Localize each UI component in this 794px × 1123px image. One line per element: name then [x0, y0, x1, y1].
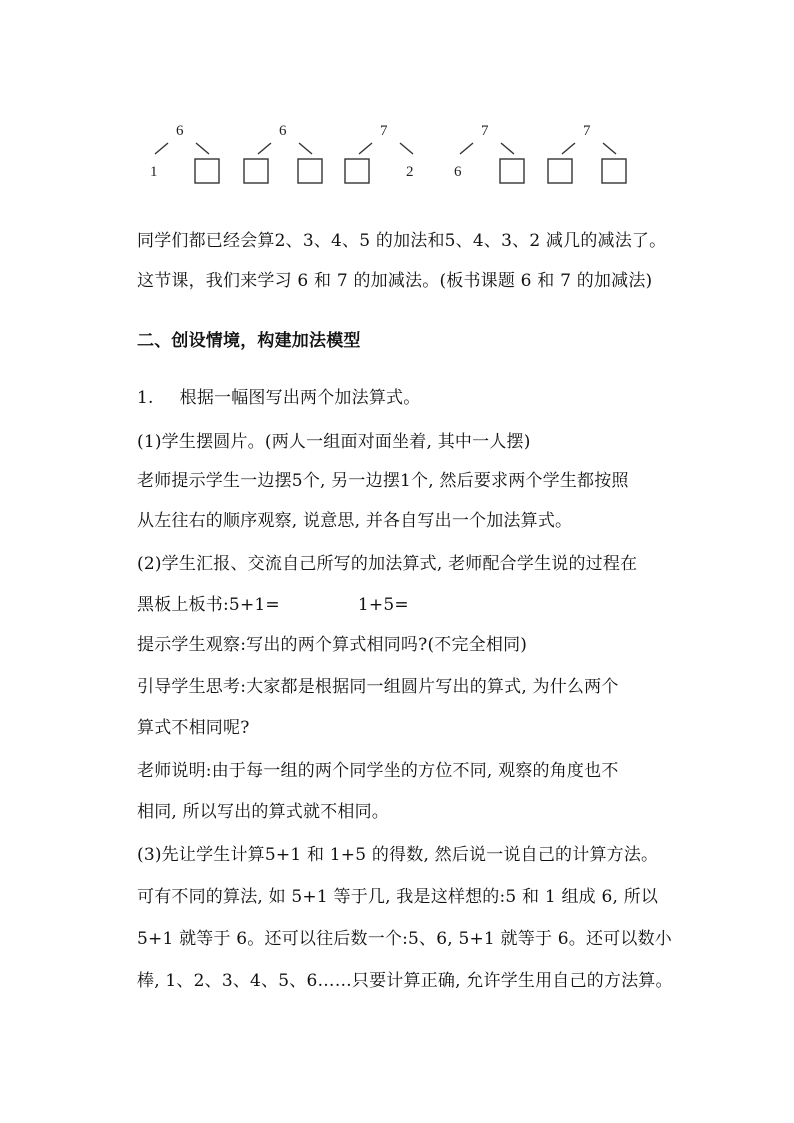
- step-3: (3)先让学生计算5+1 和 1+5 的得数, 然后说一说自己的计算方法。: [137, 845, 659, 865]
- paragraph-3-line-2: 算式不相同呢?: [137, 718, 250, 738]
- paragraph-1-line-1: 老师提示学生一边摆5个, 另一边摆1个, 然后要求两个学生都按照: [137, 471, 629, 491]
- bond-3-top: 7: [380, 123, 388, 139]
- board-equation-2: 1+5=: [357, 595, 409, 615]
- bond-4-top: 7: [481, 123, 489, 139]
- bond-group-1: [150, 123, 219, 183]
- board-equation-1: 黑板上板书:5+1=: [137, 595, 280, 615]
- paragraph-4-line-2: 相同, 所以写出的算式就不相同。: [137, 802, 390, 822]
- bond-1-right-line: [196, 143, 209, 154]
- intro-line-1: 同学们都已经会算2、3、4、5 的加法和5、4、3、2 减几的减法了。: [137, 231, 667, 251]
- bond-group-3: [345, 123, 414, 183]
- intro-line-2: 这节课，我们来学习 6 和 7 的加减法。(板书课题 6 和 7 的加减法): [137, 271, 653, 291]
- bond-1-right-box: [195, 159, 219, 183]
- bond-5-left-box: [548, 159, 572, 183]
- paragraph-2: 提示学生观察:写出的两个算式相同吗?(不完全相同): [137, 635, 528, 655]
- bond-4-right-line: [501, 143, 514, 154]
- bond-5-right-line: [603, 143, 616, 154]
- bond-1-left: 1: [150, 164, 158, 180]
- section-heading: 二、创设情境，构建加法模型: [137, 331, 361, 351]
- number-bond-svg: [130, 110, 650, 190]
- bond-2-right-box: [298, 159, 322, 183]
- item-1: [137, 383, 420, 408]
- bond-3-left-box: [345, 159, 369, 183]
- number-bond-diagram: [130, 110, 650, 194]
- bond-2-left-box: [244, 159, 268, 183]
- item-1-text: 根据一幅图写出两个加法算式。: [179, 388, 421, 408]
- bond-group-5: [548, 123, 626, 183]
- bond-4-left-line: [460, 143, 473, 154]
- paragraph-5-line-1: 可有不同的算法, 如 5+1 等于几, 我是这样想的:5 和 1 组成 6, 所以: [137, 887, 659, 907]
- bond-3-right-line: [400, 143, 413, 154]
- paragraph-5-line-3: 棒, 1、2、3、4、5、6……只要计算正确, 允许学生用自己的方法算。: [137, 971, 673, 991]
- bond-group-2: [244, 123, 322, 183]
- step-2-line-2: [137, 590, 409, 615]
- paragraph-3-line-1: 引导学生思考:大家都是根据同一组圆片写出的算式, 为什么两个: [137, 677, 619, 697]
- bond-3-left-line: [359, 143, 372, 154]
- bond-5-right-box: [602, 159, 626, 183]
- item-1-number: 1.: [137, 388, 154, 408]
- bond-4-left: 6: [454, 164, 462, 180]
- paragraph-4-line-1: 老师说明:由于每一组的两个同学坐的方位不同, 观察的角度也不: [137, 761, 619, 781]
- bond-3-right: 2: [406, 164, 414, 180]
- bond-5-top: 7: [583, 123, 591, 139]
- step-1: (1)学生摆圆片。(两人一组面对面坐着, 其中一人摆): [137, 432, 531, 452]
- bond-1-left-line: [155, 143, 168, 154]
- bond-group-4: [454, 123, 524, 183]
- bond-1-top: 6: [176, 123, 184, 139]
- bond-2-top: 6: [279, 123, 287, 139]
- paragraph-1-line-2: 从左往右的顺序观察, 说意思, 并各自写出一个加法算式。: [137, 511, 573, 531]
- bond-2-right-line: [299, 143, 312, 154]
- bond-5-left-line: [562, 143, 575, 154]
- paragraph-5-line-2: 5+1 就等于 6。还可以往后数一个:5、6, 5+1 就等于 6。还可以数小: [137, 929, 672, 949]
- step-2-line-1: (2)学生汇报、交流自己所写的加法算式, 老师配合学生说的过程在: [137, 554, 638, 574]
- bond-2-left-line: [258, 143, 271, 154]
- bond-4-right-box: [500, 159, 524, 183]
